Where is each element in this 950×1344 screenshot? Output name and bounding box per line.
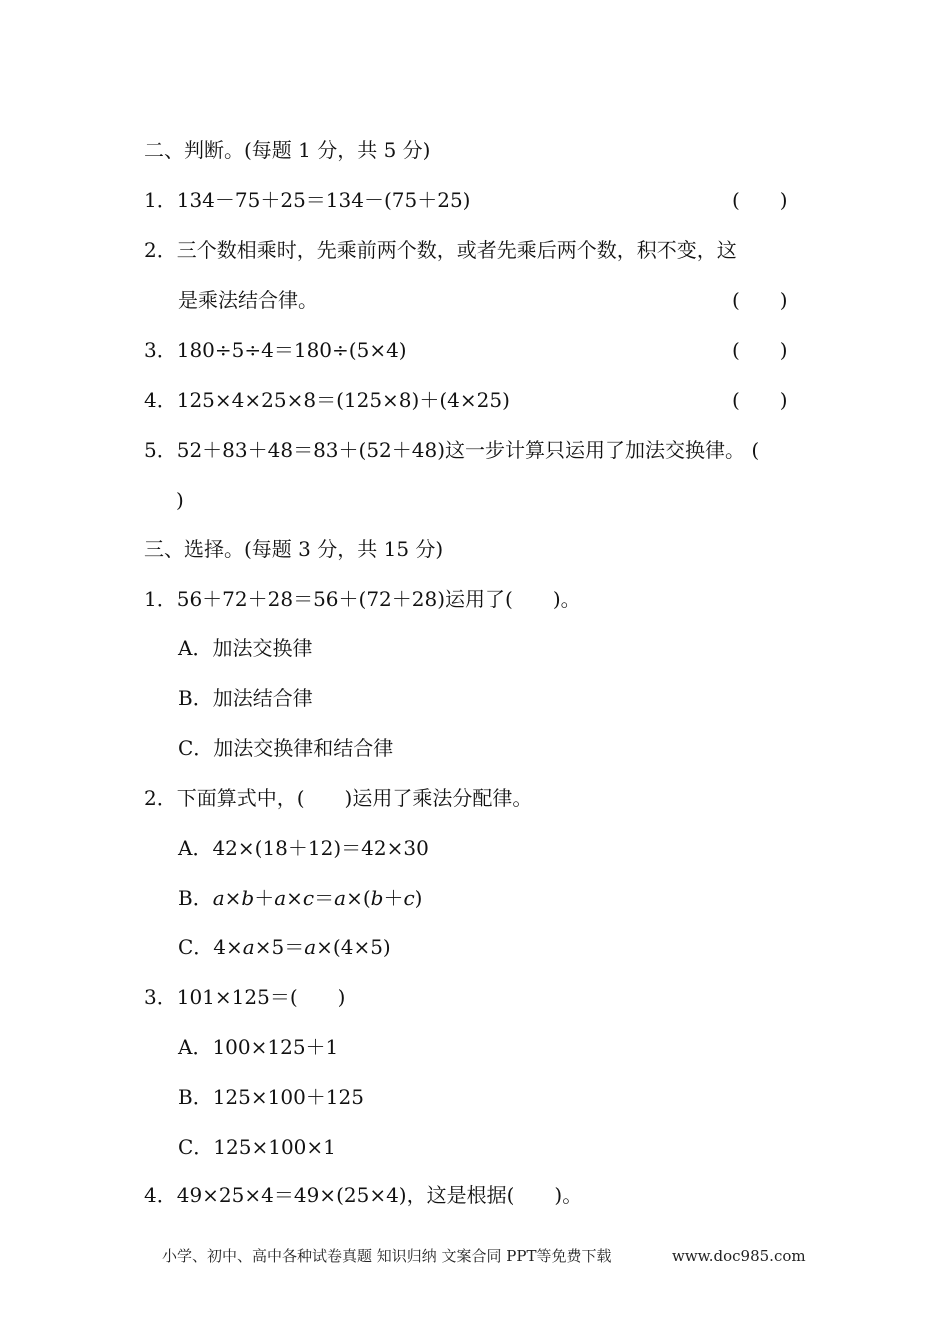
q1-option-b: B．加法结合律 [178, 686, 313, 710]
judgment-item-1: 1．134－75＋25＝134－(75＋25) [144, 188, 471, 212]
var-b: b [241, 886, 255, 910]
var-a: a [242, 935, 255, 959]
section-heading-judgment: 二、判断。(每题 1 分，共 5 分) [144, 138, 431, 162]
choice-question-2: 2．下面算式中，( )运用了乘法分配律。 [144, 786, 533, 810]
judgment-item-5-cont: ) [176, 488, 184, 512]
op: ×( [346, 886, 371, 910]
op: ×5＝ [254, 935, 305, 959]
q3-option-b: B．125×100＋125 [178, 1085, 364, 1109]
footer-text: 小学、初中、高中各种试卷真题 知识归纳 文案合同 PPT等免费下载 [162, 1247, 612, 1265]
judgment-item-2: 2．三个数相乘时，先乘前两个数，或者先乘后两个数，积不变，这 [144, 238, 737, 262]
choice-question-4: 4．49×25×4＝49×(25×4)，这是根据( )。 [144, 1183, 583, 1207]
op: ) [414, 886, 423, 910]
op: × [224, 886, 242, 910]
op: ＋ [254, 886, 275, 910]
q2-option-c-label: C．4× [178, 935, 243, 959]
footer-url: www.doc985.com [672, 1247, 806, 1265]
q2-option-b [178, 884, 422, 912]
var-a: a [334, 886, 347, 910]
var-a: a [212, 886, 225, 910]
op: ＝ [314, 886, 335, 910]
answer-blank-1: ( ) [732, 188, 788, 212]
var-c: c [302, 886, 315, 910]
op: ×(4×5) [316, 935, 391, 959]
var-a: a [274, 886, 287, 910]
section-heading-choice: 三、选择。(每题 3 分，共 15 分) [144, 537, 444, 561]
op: × [286, 886, 303, 910]
var-a: a [304, 935, 317, 959]
q3-option-c: C．125×100×1 [178, 1135, 336, 1159]
answer-blank-4: ( ) [732, 388, 788, 412]
choice-question-3: 3．101×125＝( ) [144, 985, 346, 1009]
q1-option-c: C．加法交换律和结合律 [178, 736, 394, 760]
var-c: c [403, 886, 415, 910]
q2-option-c [178, 933, 391, 961]
var-b: b [370, 886, 384, 910]
q2-option-b-label: B． [178, 886, 213, 910]
judgment-item-5: 5．52＋83＋48＝83＋(52＋48)这一步计算只运用了加法交换律。 ( [144, 438, 760, 462]
answer-blank-2: ( ) [732, 288, 788, 312]
judgment-item-4: 4．125×4×25×8＝(125×8)＋(4×25) [144, 388, 510, 412]
judgment-item-3: 3．180÷5÷4＝180÷(5×4) [144, 338, 407, 362]
op: ＋ [383, 886, 404, 910]
q1-option-a: A．加法交换律 [178, 636, 313, 660]
judgment-item-2-cont: 是乘法结合律。 [178, 288, 318, 312]
q2-option-a: A．42×(18＋12)＝42×30 [178, 836, 429, 860]
choice-question-1: 1．56＋72＋28＝56＋(72＋28)运用了( )。 [144, 587, 581, 611]
q3-option-a: A．100×125＋1 [178, 1035, 339, 1059]
answer-blank-3: ( ) [732, 338, 788, 362]
